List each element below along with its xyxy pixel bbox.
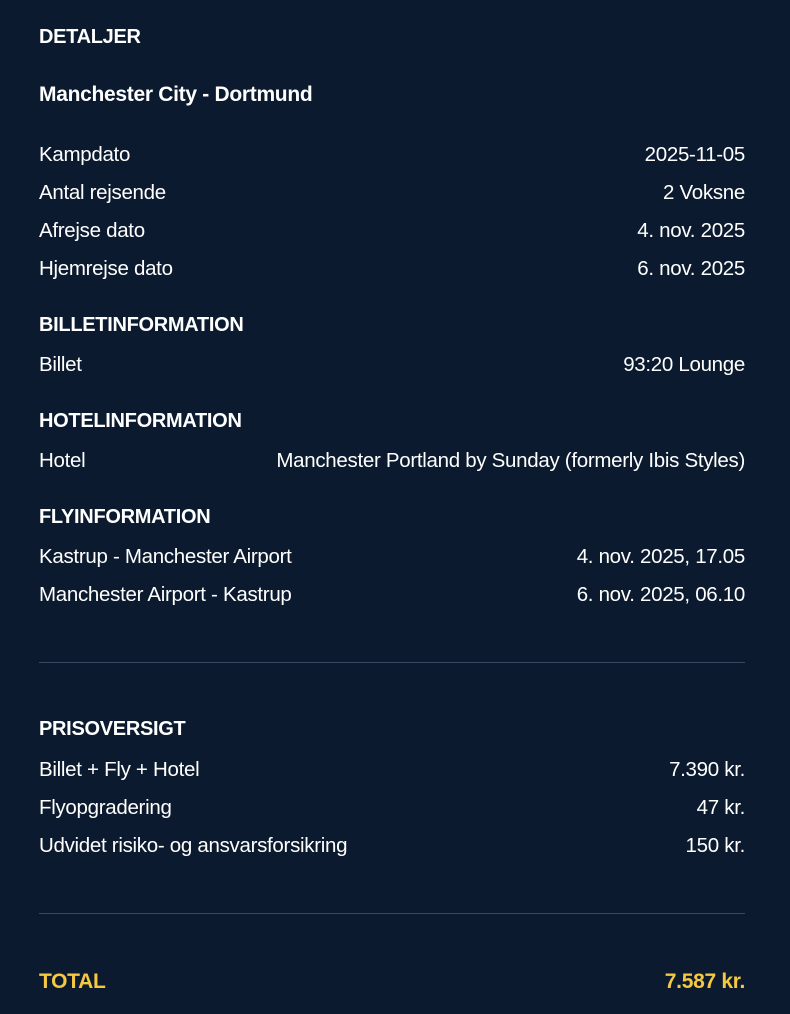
hotel-info-heading: HOTELINFORMATION [39, 410, 242, 432]
flight-datetime: 6. nov. 2025, 06.10 [576, 583, 745, 606]
detail-value: 2 Voksne [663, 181, 745, 204]
hotel-value: Manchester Portland by Sunday (formerly Ibis Styles) [276, 449, 745, 472]
detail-label: Afrejse dato [39, 219, 145, 242]
total-label: TOTAL [39, 970, 106, 993]
flight-row-return [39, 580, 745, 610]
order-details-panel [39, 0, 745, 1014]
ticket-info-heading: BILLETINFORMATION [39, 314, 244, 336]
detail-row-match-date [39, 140, 745, 170]
price-label: Flyopgradering [39, 796, 172, 819]
flight-route: Kastrup - Manchester Airport [39, 545, 292, 568]
detail-label: Kampdato [39, 143, 131, 166]
ticket-value: 93:20 Lounge [623, 353, 745, 376]
flight-route: Manchester Airport - Kastrup [39, 583, 292, 606]
total-row [39, 966, 745, 998]
flight-info-heading: FLYINFORMATION [39, 506, 211, 528]
details-heading: DETALJER [39, 26, 141, 48]
detail-row-travellers [39, 178, 745, 208]
detail-label: Antal rejsende [39, 181, 166, 204]
price-label: Udvidet risiko- og ansvarsforsikring [39, 834, 348, 857]
flight-row-outbound [39, 542, 745, 572]
price-row-flight-upgrade [39, 793, 745, 823]
detail-value: 2025-11-05 [644, 143, 745, 166]
flight-datetime: 4. nov. 2025, 17.05 [576, 545, 745, 568]
detail-row-departure-date [39, 216, 745, 246]
detail-value: 4. nov. 2025 [637, 219, 745, 242]
total-value: 7.587 kr. [664, 970, 745, 993]
price-row-insurance [39, 831, 745, 861]
detail-row-return-date [39, 254, 745, 284]
price-label: Billet + Fly + Hotel [39, 758, 200, 781]
match-title: Manchester City - Dortmund [39, 83, 313, 106]
price-overview-heading: PRISOVERSIGT [39, 718, 186, 740]
price-value: 7.390 kr. [669, 758, 745, 781]
detail-value: 6. nov. 2025 [637, 257, 745, 280]
price-row-package [39, 755, 745, 785]
ticket-label: Billet [39, 353, 82, 376]
detail-label: Hjemrejse dato [39, 257, 173, 280]
section-divider [39, 913, 745, 914]
hotel-row [39, 446, 745, 476]
ticket-row [39, 350, 745, 380]
price-value: 150 kr. [685, 834, 745, 857]
price-value: 47 kr. [696, 796, 745, 819]
hotel-label: Hotel [39, 449, 86, 472]
section-divider [39, 662, 745, 663]
